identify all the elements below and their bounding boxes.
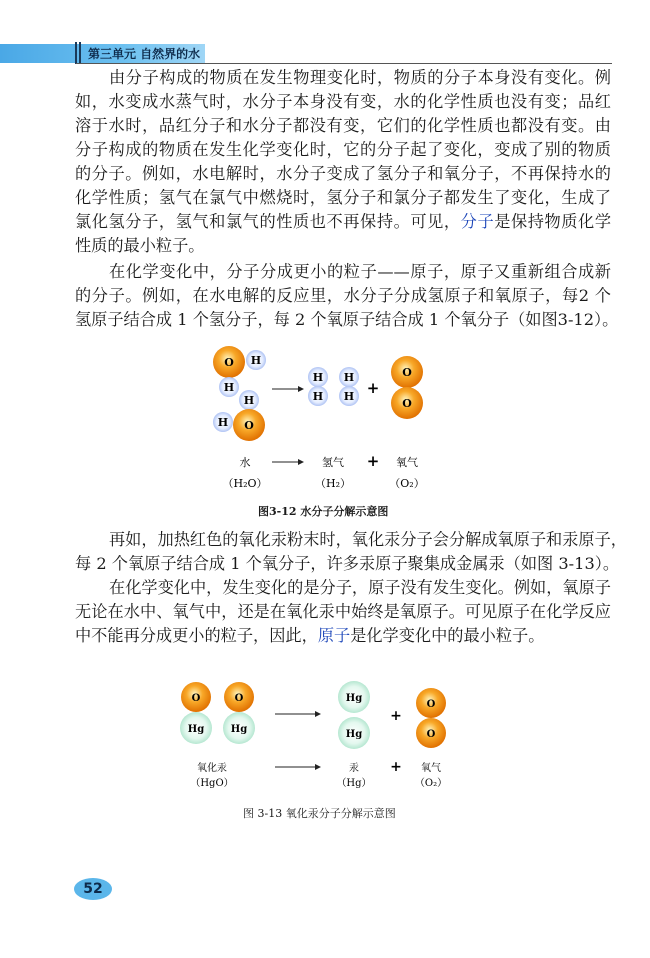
header-double-bar: [75, 42, 77, 64]
label-mercury-oxide: 氧化汞: [197, 763, 227, 774]
svg-text:O: O: [426, 729, 436, 740]
label-mercury: 汞: [349, 763, 359, 774]
water-molecules: [213, 346, 266, 441]
text-line: [75, 210, 611, 234]
svg-text:O: O: [224, 356, 234, 369]
svg-text:+: +: [366, 452, 380, 470]
hydrogen-molecules: [308, 367, 359, 406]
svg-text:O: O: [191, 693, 201, 704]
svg-text:Hg: Hg: [345, 729, 363, 740]
text: 是保持物质化学: [494, 212, 612, 231]
label-oxygen: 氧气: [421, 763, 441, 774]
text: 是化学变化中的最小粒子。: [350, 626, 545, 645]
formula-oxygen: （O₂）: [389, 477, 425, 490]
svg-text:+: +: [390, 759, 402, 775]
svg-text:H: H: [343, 371, 355, 384]
svg-text:O: O: [234, 693, 244, 704]
svg-text:H: H: [243, 394, 255, 407]
svg-text:H: H: [217, 416, 229, 429]
text-line: 再如，加热红色的氧化汞粉末时，氧化汞分子会分解成氧原子和汞原子，: [109, 530, 627, 549]
text-line: 溶于水时，品红分子和水分子都没有变，它们的化学性质也都没有变。由: [75, 116, 611, 135]
page-number: 52: [74, 878, 112, 900]
text-line: [75, 624, 611, 648]
text-line: 的分子。例如，水电解时，水分子变成了氢分子和氧分子，不再保持水的: [75, 164, 611, 183]
svg-text:O: O: [402, 397, 412, 410]
svg-text:O: O: [426, 699, 436, 710]
oxygen-molecule: [391, 356, 423, 419]
mercury-oxide-molecules: [180, 682, 255, 744]
chapter-title: 第三单元 自然界的水: [88, 47, 201, 61]
svg-text:H: H: [250, 354, 262, 367]
oxygen-molecule: [416, 688, 446, 748]
svg-text:Hg: Hg: [187, 724, 205, 735]
text-line: 在化学变化中，分子分成更小的粒子——原子，原子又重新组合成新: [109, 262, 611, 281]
svg-text:Hg: Hg: [345, 693, 363, 704]
svg-text:H: H: [223, 381, 235, 394]
plus-sign: +: [366, 379, 380, 397]
svg-text:Hg: Hg: [230, 724, 248, 735]
text-line: 氢原子结合成 1 个氢分子，每 2 个氧原子结合成 1 个氧分子（如图3-12）。: [75, 310, 619, 329]
mercury-atoms: [338, 681, 370, 749]
svg-text:O: O: [244, 419, 254, 432]
text-line: 分子构成的物质在发生化学变化时，它的分子起了变化，变成了别的物质: [75, 140, 611, 159]
text-line: 如，水变成水蒸气时，水分子本身没有变，水的化学性质也没有变；品红: [75, 92, 611, 111]
formula-water: （H₂O）: [222, 477, 268, 490]
text-line: 每 2 个氧原子结合成 1 个氧分子，许多汞原子聚集成金属汞（如图 3-13）。: [75, 554, 620, 573]
keyword-molecule: 分子: [460, 212, 495, 231]
formula-mercury: （Hg）: [336, 778, 372, 789]
plus-sign: +: [390, 708, 402, 724]
figure-caption: 图 3-13 氧化汞分子分解示意图: [243, 807, 396, 820]
text-line: 无论在水中、氧气中，还是在氧化汞中始终是氧原子。可见原子在化学反应: [75, 602, 611, 621]
text-line: 性质的最小粒子。: [75, 236, 205, 255]
reaction-arrow: [272, 386, 304, 392]
formula-hydrogen: （H₂）: [314, 477, 352, 490]
svg-text:H: H: [343, 390, 355, 403]
text-line: 在化学变化中，发生变化的是分子，原子没有发生变化。例如，氧原子: [109, 578, 611, 597]
header-rule: [76, 63, 612, 64]
svg-text:H: H: [312, 390, 324, 403]
text: 氯化氢分子，氢气和氯气的性质也不再保持。可见，: [75, 212, 461, 231]
text: 中不能再分成更小的粒子，因此，: [75, 626, 318, 645]
formula-oxygen: （O₂）: [414, 778, 448, 789]
label-hydrogen: 氢气: [322, 456, 344, 469]
label-water: 水: [239, 456, 251, 469]
label-oxygen: 氧气: [396, 456, 418, 469]
figure-mercury-oxide-decomposition: [160, 675, 480, 800]
figure-caption: 图3-12 水分子分解示意图: [258, 505, 389, 518]
svg-text:H: H: [312, 371, 324, 384]
formula-mercury-oxide: （HgO）: [190, 778, 234, 789]
text-line: 由分子构成的物质在发生物理变化时，物质的分子本身没有变化。例: [109, 68, 611, 87]
keyword-atom: 原子: [317, 626, 351, 645]
text-line: 的分子。例如，在水电解的反应里，水分子分成氢原子和氧原子，每2 个: [75, 286, 611, 305]
reaction-arrow: [275, 711, 321, 717]
figure-water-decomposition: [190, 340, 470, 500]
svg-text:O: O: [402, 366, 412, 379]
text-line: 化学性质；氢气在氯气中燃烧时，氢分子和氯分子都发生了变化，生成了: [75, 188, 611, 207]
